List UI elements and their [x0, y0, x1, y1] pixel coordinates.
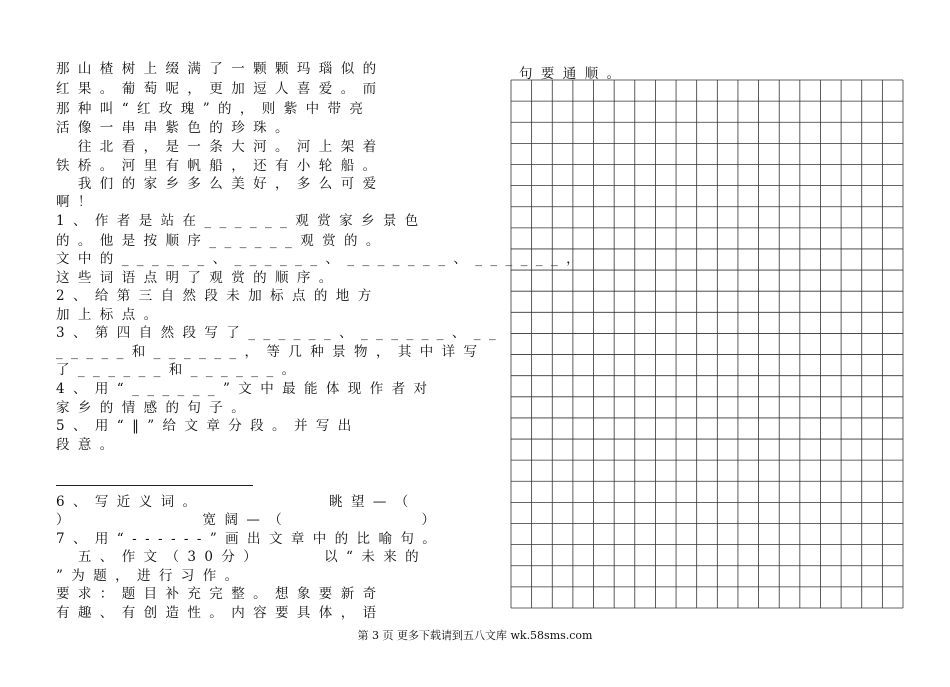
text-line: 铁桥。河里有帆船，还有小轮船。 — [56, 158, 385, 174]
question-5: 5、用“‖”给文章分段。并写出 — [56, 418, 360, 434]
text-line: ） 宽阔—（ ） — [56, 512, 444, 528]
text-line: 红果。葡萄呢，更加逗人喜爱。而 — [56, 81, 385, 97]
text-line: 家乡的情感的句子。 — [56, 400, 254, 416]
text-line: _____和______，等几种景物，其中详写 — [56, 344, 486, 360]
text-line: 有趣、有创造性。内容要具体，语 — [56, 605, 385, 621]
text-line: 啊！ — [56, 194, 100, 210]
text-line: 那山楂树上缀满了一颗颗玛瑙似的 — [56, 61, 385, 77]
essay-heading: 五、作文（30分） 以“未来的 — [56, 549, 428, 565]
text-line: 那种叫“红玫瑰”的，则紫中带亮 — [56, 101, 372, 117]
text-line: 了______和______。 — [56, 362, 304, 378]
writing-grid — [510, 79, 904, 609]
text-line: 加上标点。 — [56, 307, 166, 323]
question-6: 6、写近义词。 眺望—（ — [56, 494, 417, 510]
text-line: 活像一串串紫色的珍珠。 — [56, 120, 297, 136]
text-line: 的。他是按顺序______观赏的。 — [56, 233, 388, 249]
question-7: 7、用“------”画出文章中的比喻句。 — [56, 531, 445, 547]
essay-requirements: 要求：题目补充完整。想象要新奇 — [56, 586, 385, 602]
question-2: 2、给第三自然段未加标点的地方 — [56, 288, 380, 304]
text-line: 这些词语点明了观赏的顺序。 — [56, 270, 341, 286]
question-4: 4、用“______”文中最能体现作者对 — [56, 381, 436, 397]
question-1: 1、作者是站在______观赏家乡景色 — [56, 213, 427, 229]
text-line: 我们的家乡多么美好，多么可爱 — [56, 176, 385, 192]
answer-rule — [56, 485, 253, 486]
page-footer: 第 3 页 更多下载请到五八文库 wk.58sms.com — [357, 629, 593, 642]
question-3: 3、第四自然段写了______、______、__ — [56, 325, 505, 341]
text-line: ”为题，进行习作。 — [56, 568, 247, 584]
text-line: 文中的______、______、_______、______， — [56, 251, 589, 267]
grid-caption: 句要通顺。 — [519, 66, 629, 82]
text-line: 段意。 — [56, 437, 122, 453]
text-line: 往北看，是一条大河。河上架着 — [56, 139, 385, 155]
